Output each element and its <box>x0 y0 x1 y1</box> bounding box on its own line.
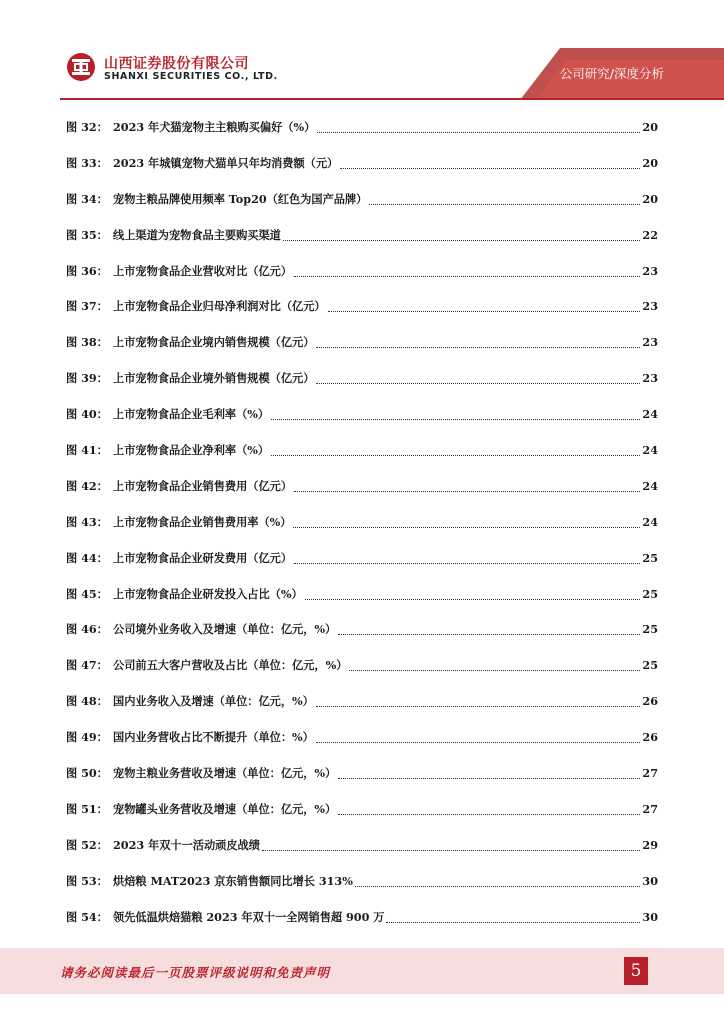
toc-dot-leader <box>338 796 640 815</box>
disclaimer-text: 请务必阅读最后一页股票评级说明和免责声明 <box>60 965 331 980</box>
toc-entry[interactable] <box>66 369 658 405</box>
toc-entry-title: 国内业务营收占比不断提升（单位：%） <box>113 730 314 745</box>
toc-dot-leader <box>316 329 640 348</box>
toc-dot-leader <box>338 760 640 779</box>
toc-entry[interactable] <box>66 441 658 477</box>
toc-entry-label: 图 39： <box>66 371 108 386</box>
toc-entry-page: 29 <box>642 837 658 852</box>
toc-entry[interactable] <box>66 262 658 298</box>
toc-entry-label: 图 43： <box>66 514 108 529</box>
toc-entry-page: 24 <box>642 478 658 493</box>
toc-dot-leader <box>262 832 641 851</box>
toc-dot-leader <box>316 724 641 743</box>
toc-entry-page: 30 <box>642 873 658 888</box>
toc-entry[interactable] <box>66 620 658 656</box>
toc-entry-title: 上市宠物食品企业研发费用（亿元） <box>113 550 293 565</box>
toc-entry-title: 公司境外业务收入及增速（单位：亿元，%） <box>113 622 337 637</box>
toc-entry[interactable] <box>66 585 658 621</box>
toc-dot-leader <box>340 150 640 169</box>
toc-entry-label: 图 53： <box>66 873 108 888</box>
toc-entry-title: 2023 年犬猫宠物主主粮购买偏好（%） <box>113 120 316 134</box>
toc-entry-page: 25 <box>642 550 658 565</box>
toc-dot-leader <box>305 581 641 600</box>
toc-entry[interactable] <box>66 154 658 190</box>
toc-entry-label: 图 35： <box>66 227 108 242</box>
toc-entry-label: 图 44： <box>66 550 108 565</box>
toc-entry-label: 图 45： <box>66 586 108 601</box>
toc-dot-leader <box>386 904 640 923</box>
toc-entry[interactable] <box>66 118 658 154</box>
toc-dot-leader <box>294 473 640 492</box>
toc-entry-label: 图 51： <box>66 801 108 816</box>
toc-entry-page: 26 <box>642 730 658 745</box>
toc-entry[interactable] <box>66 728 658 764</box>
toc-entry[interactable] <box>66 908 658 944</box>
toc-dot-leader <box>283 222 641 241</box>
toc-dot-leader <box>317 114 640 133</box>
toc-entry[interactable] <box>66 405 658 441</box>
toc-entry-label: 图 50： <box>66 766 108 781</box>
toc-dot-leader <box>271 401 640 420</box>
toc-entry-title: 上市宠物食品企业境外销售规模（亿元） <box>113 371 315 386</box>
toc-dot-leader <box>294 545 640 564</box>
toc-entry-label: 图 49： <box>66 730 108 745</box>
toc-dot-leader <box>316 688 641 707</box>
company-name-cn: 山西证券股份有限公司 <box>104 56 249 72</box>
toc-entry-label: 图 38： <box>66 335 108 350</box>
toc-entry-title: 上市宠物食品企业营收对比（亿元） <box>113 263 293 278</box>
toc-entry-page: 23 <box>642 335 658 350</box>
toc-entry[interactable] <box>66 549 658 585</box>
toc-entry[interactable] <box>66 872 658 908</box>
toc-entry-title: 线上渠道为宠物食品主要购买渠道 <box>113 227 281 242</box>
toc-dot-leader <box>338 616 640 635</box>
toc-entry[interactable] <box>66 297 658 333</box>
page-number: 5 <box>624 957 648 985</box>
header-red-band <box>0 0 724 100</box>
toc-entry-label: 图 33： <box>66 155 108 170</box>
toc-entry-page: 23 <box>642 299 658 314</box>
toc-entry-title: 宠物罐头业务营收及增速（单位：亿元，%） <box>113 801 337 816</box>
toc-entry-page: 25 <box>642 622 658 637</box>
toc-entry[interactable] <box>66 764 658 800</box>
toc-dot-leader <box>369 186 640 205</box>
toc-entry-page: 20 <box>642 155 658 170</box>
page-header <box>0 0 724 100</box>
toc-entry-page: 27 <box>642 766 658 781</box>
toc-entry-label: 图 48： <box>66 694 108 709</box>
toc-entry-page: 22 <box>642 227 658 242</box>
toc-dot-leader <box>355 868 641 887</box>
company-logo-icon <box>66 52 96 82</box>
toc-entry-title: 上市宠物食品企业归母净利润对比（亿元） <box>113 299 326 314</box>
toc-entry-label: 图 34： <box>66 191 108 206</box>
toc-entry-label: 图 46： <box>66 622 108 637</box>
company-name-en: SHANXI SECURITIES CO., LTD. <box>104 71 278 82</box>
toc-dot-leader <box>271 437 640 456</box>
toc-entry[interactable] <box>66 692 658 728</box>
toc-entry-label: 图 54： <box>66 909 108 924</box>
toc-entry-page: 30 <box>642 909 658 924</box>
toc-dot-leader <box>316 365 640 384</box>
toc-entry-page: 24 <box>642 407 658 422</box>
toc-entry-title: 上市宠物食品企业净利率（%） <box>113 443 270 458</box>
report-type-label: 公司研究/深度分析 <box>559 66 664 81</box>
toc-entry-title: 2023 年双十一活动顽皮战绩 <box>113 837 260 852</box>
toc-entry-title: 领先低温烘焙猫粮 2023 年双十一全网销售超 900 万 <box>113 909 385 924</box>
toc-entry[interactable] <box>66 800 658 836</box>
toc-entry-page: 20 <box>642 120 658 134</box>
toc-entry-page: 24 <box>642 443 658 458</box>
toc-entry-label: 图 36： <box>66 263 108 278</box>
toc-entry[interactable] <box>66 226 658 262</box>
toc-entry-page: 25 <box>642 658 658 673</box>
toc-entry-page: 23 <box>642 263 658 278</box>
toc-dot-leader <box>294 258 640 277</box>
toc-entry[interactable] <box>66 477 658 513</box>
toc-entry[interactable] <box>66 333 658 369</box>
toc-entry-title: 烘焙粮 MAT2023 京东销售额同比增长 313% <box>113 873 353 888</box>
toc-entry-title: 上市宠物食品企业销售费用率（%） <box>113 514 292 529</box>
toc-entry-title: 国内业务收入及增速（单位：亿元，%） <box>113 694 314 709</box>
toc-entry-page: 24 <box>642 514 658 529</box>
toc-entry-title: 宠物主粮品牌使用频率 Top20（红色为国产品牌） <box>113 191 368 206</box>
toc-entry-page: 25 <box>642 586 658 601</box>
toc-entry-label: 图 41： <box>66 443 108 458</box>
toc-entry-label: 图 32： <box>66 120 108 134</box>
toc-entry-page: 23 <box>642 371 658 386</box>
toc-entry-page: 26 <box>642 694 658 709</box>
toc-entry[interactable] <box>66 190 658 226</box>
toc-entry-label: 图 40： <box>66 407 108 422</box>
toc-entry-title: 上市宠物食品企业研发投入占比（%） <box>113 586 303 601</box>
figure-list <box>66 118 658 943</box>
toc-entry-title: 上市宠物食品企业销售费用（亿元） <box>113 478 293 493</box>
toc-entry-label: 图 52： <box>66 837 108 852</box>
toc-entry[interactable] <box>66 836 658 872</box>
toc-entry-title: 宠物主粮业务营收及增速（单位：亿元，%） <box>113 766 337 781</box>
toc-entry-title: 2023 年城镇宠物犬猫单只年均消费额（元） <box>113 155 339 170</box>
toc-entry-title: 公司前五大客户营收及占比（单位：亿元，%） <box>113 658 348 673</box>
toc-entry-title: 上市宠物食品企业境内销售规模（亿元） <box>113 335 315 350</box>
toc-entry-label: 图 42： <box>66 478 108 493</box>
toc-entry[interactable] <box>66 513 658 549</box>
toc-entry-page: 27 <box>642 801 658 816</box>
toc-entry-page: 20 <box>642 191 658 206</box>
toc-entry-label: 图 47： <box>66 658 108 673</box>
toc-dot-leader <box>349 652 640 671</box>
toc-dot-leader <box>328 293 641 312</box>
toc-entry[interactable] <box>66 656 658 692</box>
toc-dot-leader <box>293 509 640 528</box>
toc-entry-label: 图 37： <box>66 299 108 314</box>
toc-entry-title: 上市宠物食品企业毛利率（%） <box>113 407 270 422</box>
